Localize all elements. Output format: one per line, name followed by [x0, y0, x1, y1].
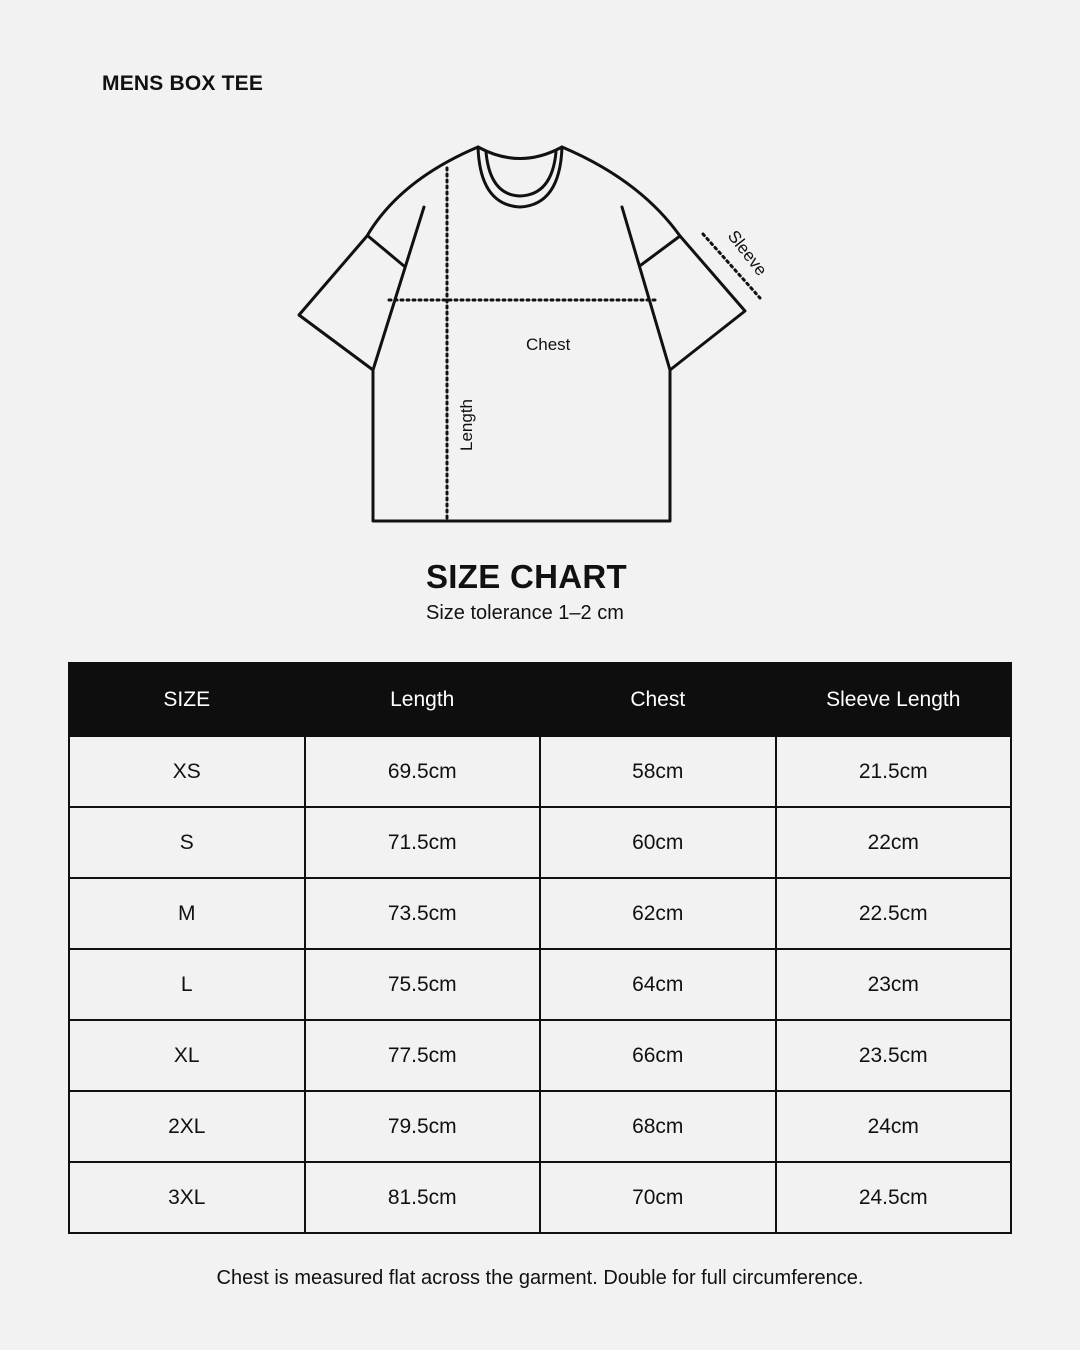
cell-size: L: [69, 949, 305, 1020]
cell-length: 69.5cm: [305, 736, 541, 807]
cell-length: 71.5cm: [305, 807, 541, 878]
table-row: [69, 949, 1011, 1020]
table-row: [69, 807, 1011, 878]
cell-size: M: [69, 878, 305, 949]
cell-sleeve-length: 23cm: [776, 949, 1012, 1020]
header-chest: Chest: [540, 663, 776, 736]
cell-size: 3XL: [69, 1162, 305, 1233]
tee-outline: [299, 147, 745, 521]
table-row: [69, 736, 1011, 807]
size-table: [68, 662, 1012, 1234]
table-header-row: [69, 663, 1011, 736]
cell-length: 81.5cm: [305, 1162, 541, 1233]
table-row: [69, 1162, 1011, 1233]
cell-sleeve-length: 22.5cm: [776, 878, 1012, 949]
table-row: [69, 1091, 1011, 1162]
table-row: [69, 1020, 1011, 1091]
chart-heading: SIZE CHART: [426, 558, 627, 595]
tee-right-sleeve-seam: [641, 236, 680, 265]
length-label: Length: [457, 399, 476, 451]
product-title: MENS BOX TEE: [102, 72, 264, 95]
cell-size: XS: [69, 736, 305, 807]
cell-chest: 58cm: [540, 736, 776, 807]
cell-size: 2XL: [69, 1091, 305, 1162]
chart-subheading: Size tolerance 1–2 cm: [426, 602, 624, 624]
cell-chest: 68cm: [540, 1091, 776, 1162]
chest-label: Chest: [526, 335, 571, 354]
cell-sleeve-length: 24.5cm: [776, 1162, 1012, 1233]
tee-measurement-diagram: [0, 0, 1080, 560]
header-sleeve-length: Sleeve Length: [776, 663, 1012, 736]
tee-left-seam: [373, 207, 424, 370]
cell-length: 77.5cm: [305, 1020, 541, 1091]
cell-sleeve-length: 22cm: [776, 807, 1012, 878]
tee-right-seam: [622, 207, 670, 370]
cell-length: 79.5cm: [305, 1091, 541, 1162]
cell-size: S: [69, 807, 305, 878]
cell-sleeve-length: 24cm: [776, 1091, 1012, 1162]
cell-chest: 64cm: [540, 949, 776, 1020]
tee-outline-svg: [0, 0, 1080, 560]
table-row: [69, 878, 1011, 949]
cell-sleeve-length: 23.5cm: [776, 1020, 1012, 1091]
header-length: Length: [305, 663, 541, 736]
cell-chest: 62cm: [540, 878, 776, 949]
cell-chest: 66cm: [540, 1020, 776, 1091]
sleeve-label: Sleeve: [723, 226, 771, 280]
cell-length: 75.5cm: [305, 949, 541, 1020]
cell-length: 73.5cm: [305, 878, 541, 949]
cell-chest: 60cm: [540, 807, 776, 878]
cell-sleeve-length: 21.5cm: [776, 736, 1012, 807]
header-size: SIZE: [69, 663, 305, 736]
cell-size: XL: [69, 1020, 305, 1091]
footnote: Chest is measured flat across the garment. Double for full circumference.: [216, 1267, 864, 1289]
cell-chest: 70cm: [540, 1162, 776, 1233]
tee-left-sleeve-seam: [368, 236, 404, 266]
